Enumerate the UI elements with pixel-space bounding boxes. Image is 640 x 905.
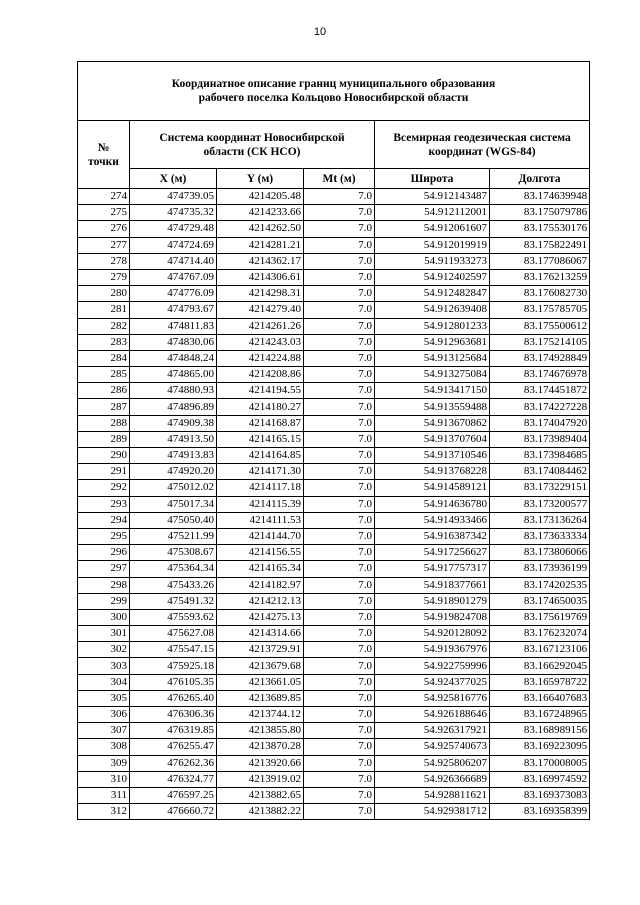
cell-mt: 7.0: [304, 577, 375, 593]
table-title-line1: Координатное описание границ муниципального образования: [171, 78, 496, 90]
table-row: [78, 334, 590, 350]
cell-longitude: 83.174676978: [490, 367, 590, 383]
cell-y: 4213870.28: [217, 739, 304, 755]
cell-mt: 7.0: [304, 269, 375, 285]
table-row: [78, 464, 590, 480]
table-row: [78, 723, 590, 739]
cell-longitude: 83.173984685: [490, 448, 590, 464]
cell-x: 475491.32: [130, 593, 217, 609]
cell-latitude: 54.917757317: [375, 561, 490, 577]
cell-point-number: 305: [78, 690, 130, 706]
cell-y: 4214314.66: [217, 626, 304, 642]
table-row: [78, 415, 590, 431]
cell-latitude: 54.924377025: [375, 674, 490, 690]
cell-latitude: 54.912639408: [375, 302, 490, 318]
cell-mt: 7.0: [304, 593, 375, 609]
cell-latitude: 54.926188646: [375, 707, 490, 723]
cell-x: 474793.67: [130, 302, 217, 318]
column-header-y: Y (м): [217, 169, 304, 189]
cell-point-number: 307: [78, 723, 130, 739]
cell-x: 475364.34: [130, 561, 217, 577]
cell-latitude: 54.917256627: [375, 545, 490, 561]
cell-x: 476105.35: [130, 674, 217, 690]
cell-longitude: 83.174451872: [490, 383, 590, 399]
cell-x: 475211.99: [130, 528, 217, 544]
cell-longitude: 83.174928849: [490, 350, 590, 366]
cell-x: 474848.24: [130, 350, 217, 366]
cell-latitude: 54.913559488: [375, 399, 490, 415]
cell-longitude: 83.173806066: [490, 545, 590, 561]
cell-latitude: 54.912402597: [375, 269, 490, 285]
table-row: [78, 318, 590, 334]
cell-longitude: 83.170008005: [490, 755, 590, 771]
cell-x: 474830.06: [130, 334, 217, 350]
cell-longitude: 83.175822491: [490, 237, 590, 253]
group-header-nso: [130, 121, 375, 169]
table-row: [78, 399, 590, 415]
cell-point-number: 285: [78, 367, 130, 383]
cell-x: 475433.26: [130, 577, 217, 593]
cell-mt: 7.0: [304, 383, 375, 399]
cell-longitude: 83.175214105: [490, 334, 590, 350]
table-row: [78, 496, 590, 512]
cell-point-number: 291: [78, 464, 130, 480]
cell-point-number: 299: [78, 593, 130, 609]
cell-latitude: 54.913125684: [375, 350, 490, 366]
cell-point-number: 278: [78, 253, 130, 269]
cell-x: 474913.83: [130, 448, 217, 464]
table-row: [78, 237, 590, 253]
cell-x: 474735.32: [130, 205, 217, 221]
table-row: [78, 739, 590, 755]
cell-latitude: 54.913417150: [375, 383, 490, 399]
table-row: [78, 253, 590, 269]
cell-longitude: 83.176232074: [490, 626, 590, 642]
cell-x: 474909.38: [130, 415, 217, 431]
cell-x: 476262.36: [130, 755, 217, 771]
cell-mt: 7.0: [304, 431, 375, 447]
cell-longitude: 83.168989156: [490, 723, 590, 739]
cell-mt: 7.0: [304, 642, 375, 658]
group-header-nso-line2: области (СК НСО): [203, 145, 301, 158]
cell-point-number: 301: [78, 626, 130, 642]
cell-latitude: 54.914636780: [375, 496, 490, 512]
cell-mt: 7.0: [304, 350, 375, 366]
page-number: 10: [313, 26, 327, 38]
cell-point-number: 309: [78, 755, 130, 771]
cell-latitude: 54.912061607: [375, 221, 490, 237]
cell-mt: 7.0: [304, 787, 375, 803]
cell-point-number: 304: [78, 674, 130, 690]
cell-x: 475308.67: [130, 545, 217, 561]
cell-longitude: 83.173989404: [490, 431, 590, 447]
cell-x: 476255.47: [130, 739, 217, 755]
cell-mt: 7.0: [304, 286, 375, 302]
cell-longitude: 83.175079786: [490, 205, 590, 221]
cell-point-number: 302: [78, 642, 130, 658]
cell-y: 4214171.30: [217, 464, 304, 480]
cell-longitude: 83.173136264: [490, 512, 590, 528]
cell-y: 4213661.05: [217, 674, 304, 690]
column-header-mt: Mt (м): [304, 169, 375, 189]
cell-x: 475547.15: [130, 642, 217, 658]
cell-longitude: 83.173229151: [490, 480, 590, 496]
cell-mt: 7.0: [304, 707, 375, 723]
cell-x: 475593.62: [130, 609, 217, 625]
cell-mt: 7.0: [304, 464, 375, 480]
cell-latitude: 54.912963681: [375, 334, 490, 350]
cell-mt: 7.0: [304, 626, 375, 642]
table-title-line2: рабочего поселка Кольцово Новосибирской области: [198, 92, 469, 104]
cell-y: 4213729.91: [217, 642, 304, 658]
table-row: [78, 787, 590, 803]
cell-latitude: 54.914589121: [375, 480, 490, 496]
cell-x: 475050.40: [130, 512, 217, 528]
table-row: [78, 448, 590, 464]
cell-y: 4214262.50: [217, 221, 304, 237]
cell-point-number: 280: [78, 286, 130, 302]
cell-mt: 7.0: [304, 480, 375, 496]
cell-y: 4213920.66: [217, 755, 304, 771]
cell-y: 4213882.22: [217, 804, 304, 820]
cell-latitude: 54.912019919: [375, 237, 490, 253]
cell-x: 474776.09: [130, 286, 217, 302]
cell-mt: 7.0: [304, 205, 375, 221]
cell-latitude: 54.916387342: [375, 528, 490, 544]
cell-longitude: 83.169223095: [490, 739, 590, 755]
cell-point-number: 300: [78, 609, 130, 625]
cell-latitude: 54.925806207: [375, 755, 490, 771]
cell-mt: 7.0: [304, 674, 375, 690]
cell-x: 476660.72: [130, 804, 217, 820]
cell-y: 4214362.17: [217, 253, 304, 269]
cell-latitude: 54.912143487: [375, 189, 490, 205]
cell-y: 4214208.86: [217, 367, 304, 383]
table-row: [78, 528, 590, 544]
cell-y: 4214194.55: [217, 383, 304, 399]
cell-y: 4214261.26: [217, 318, 304, 334]
cell-mt: 7.0: [304, 804, 375, 820]
group-header-nso-line1: Система координат Новосибирской: [159, 131, 345, 144]
cell-mt: 7.0: [304, 545, 375, 561]
cell-y: 4214298.31: [217, 286, 304, 302]
cell-mt: 7.0: [304, 512, 375, 528]
cell-y: 4214156.55: [217, 545, 304, 561]
table-row: [78, 626, 590, 642]
table-row: [78, 609, 590, 625]
cell-x: 474724.69: [130, 237, 217, 253]
cell-mt: 7.0: [304, 253, 375, 269]
cell-x: 474865.00: [130, 367, 217, 383]
cell-longitude: 83.173200577: [490, 496, 590, 512]
cell-point-number: 290: [78, 448, 130, 464]
cell-mt: 7.0: [304, 658, 375, 674]
cell-x: 475012.02: [130, 480, 217, 496]
cell-longitude: 83.174047920: [490, 415, 590, 431]
table-row: [78, 674, 590, 690]
cell-point-number: 298: [78, 577, 130, 593]
table-row: [78, 350, 590, 366]
cell-latitude: 54.922759996: [375, 658, 490, 674]
cell-longitude: 83.165978722: [490, 674, 590, 690]
column-header-longitude: Долгота: [490, 169, 590, 189]
cell-mt: 7.0: [304, 367, 375, 383]
cell-x: 475925.18: [130, 658, 217, 674]
table-row: [78, 593, 590, 609]
cell-y: 4214243.03: [217, 334, 304, 350]
cell-latitude: 54.913707604: [375, 431, 490, 447]
cell-mt: 7.0: [304, 496, 375, 512]
table-row: [78, 755, 590, 771]
cell-longitude: 83.174084462: [490, 464, 590, 480]
cell-longitude: 83.169373083: [490, 787, 590, 803]
table-row: [78, 690, 590, 706]
group-header-wgs84-line1: Всемирная геодезическая система: [393, 131, 571, 144]
cell-longitude: 83.173633334: [490, 528, 590, 544]
cell-point-number: 286: [78, 383, 130, 399]
cell-point-number: 295: [78, 528, 130, 544]
cell-y: 4213689.85: [217, 690, 304, 706]
point-number-header-line1: №: [97, 141, 110, 154]
group-header-wgs84-line2: координат (WGS-84): [428, 145, 536, 158]
cell-mt: 7.0: [304, 237, 375, 253]
cell-x: 475017.34: [130, 496, 217, 512]
cell-mt: 7.0: [304, 723, 375, 739]
point-number-header-line2: точки: [88, 155, 119, 168]
cell-x: 474714.40: [130, 253, 217, 269]
cell-latitude: 54.926317921: [375, 723, 490, 739]
table-row: [78, 577, 590, 593]
cell-longitude: 83.175619769: [490, 609, 590, 625]
cell-x: 474896.89: [130, 399, 217, 415]
cell-point-number: 274: [78, 189, 130, 205]
cell-mt: 7.0: [304, 189, 375, 205]
cell-y: 4213744.12: [217, 707, 304, 723]
table-row: [78, 658, 590, 674]
table-title: [78, 62, 590, 121]
cell-point-number: 312: [78, 804, 130, 820]
cell-point-number: 289: [78, 431, 130, 447]
cell-latitude: 54.925816776: [375, 690, 490, 706]
cell-x: 476306.36: [130, 707, 217, 723]
cell-latitude: 54.919367976: [375, 642, 490, 658]
cell-latitude: 54.925740673: [375, 739, 490, 755]
cell-mt: 7.0: [304, 690, 375, 706]
coordinates-table: [77, 61, 590, 820]
cell-point-number: 310: [78, 771, 130, 787]
table-row: [78, 302, 590, 318]
cell-longitude: 83.176213259: [490, 269, 590, 285]
cell-y: 4214212.13: [217, 593, 304, 609]
cell-y: 4214168.87: [217, 415, 304, 431]
table-row: [78, 367, 590, 383]
cell-point-number: 284: [78, 350, 130, 366]
cell-mt: 7.0: [304, 334, 375, 350]
cell-y: 4214111.53: [217, 512, 304, 528]
cell-y: 4214281.21: [217, 237, 304, 253]
table-row: [78, 221, 590, 237]
cell-longitude: 83.174202535: [490, 577, 590, 593]
cell-latitude: 54.919824708: [375, 609, 490, 625]
cell-point-number: 297: [78, 561, 130, 577]
cell-longitude: 83.167123106: [490, 642, 590, 658]
cell-latitude: 54.926366689: [375, 771, 490, 787]
cell-latitude: 54.928811621: [375, 787, 490, 803]
cell-mt: 7.0: [304, 609, 375, 625]
cell-point-number: 294: [78, 512, 130, 528]
cell-longitude: 83.177086067: [490, 253, 590, 269]
table-row: [78, 771, 590, 787]
table-row: [78, 561, 590, 577]
cell-mt: 7.0: [304, 399, 375, 415]
cell-longitude: 83.174650035: [490, 593, 590, 609]
table-row: [78, 286, 590, 302]
cell-y: 4214180.27: [217, 399, 304, 415]
cell-x: 474920.20: [130, 464, 217, 480]
cell-longitude: 83.166292045: [490, 658, 590, 674]
cell-longitude: 83.176082730: [490, 286, 590, 302]
table-row: [78, 189, 590, 205]
cell-point-number: 281: [78, 302, 130, 318]
cell-y: 4214117.18: [217, 480, 304, 496]
cell-y: 4214165.34: [217, 561, 304, 577]
cell-x: 474811.83: [130, 318, 217, 334]
cell-point-number: 279: [78, 269, 130, 285]
cell-y: 4214115.39: [217, 496, 304, 512]
table-row: [78, 545, 590, 561]
cell-longitude: 83.169974592: [490, 771, 590, 787]
table-row: [78, 480, 590, 496]
cell-latitude: 54.913275084: [375, 367, 490, 383]
cell-point-number: 276: [78, 221, 130, 237]
cell-x: 474913.50: [130, 431, 217, 447]
cell-latitude: 54.929381712: [375, 804, 490, 820]
cell-y: 4214164.85: [217, 448, 304, 464]
table-row: [78, 205, 590, 221]
table-row: [78, 707, 590, 723]
cell-point-number: 275: [78, 205, 130, 221]
cell-point-number: 306: [78, 707, 130, 723]
cell-latitude: 54.914933466: [375, 512, 490, 528]
cell-x: 474880.93: [130, 383, 217, 399]
cell-longitude: 83.167248965: [490, 707, 590, 723]
cell-longitude: 83.174639948: [490, 189, 590, 205]
cell-latitude: 54.913670862: [375, 415, 490, 431]
cell-point-number: 282: [78, 318, 130, 334]
cell-latitude: 54.920128092: [375, 626, 490, 642]
cell-point-number: 283: [78, 334, 130, 350]
cell-x: 476597.25: [130, 787, 217, 803]
cell-mt: 7.0: [304, 528, 375, 544]
cell-y: 4214275.13: [217, 609, 304, 625]
cell-mt: 7.0: [304, 755, 375, 771]
cell-longitude: 83.175530176: [490, 221, 590, 237]
cell-point-number: 288: [78, 415, 130, 431]
table-row: [78, 383, 590, 399]
cell-point-number: 293: [78, 496, 130, 512]
cell-longitude: 83.166407683: [490, 690, 590, 706]
table-row: [78, 804, 590, 820]
cell-x: 475627.08: [130, 626, 217, 642]
cell-point-number: 308: [78, 739, 130, 755]
cell-x: 474767.09: [130, 269, 217, 285]
column-header-point-number: [78, 121, 130, 189]
table-row: [78, 269, 590, 285]
cell-y: 4214205.48: [217, 189, 304, 205]
cell-y: 4214165.15: [217, 431, 304, 447]
cell-latitude: 54.912112001: [375, 205, 490, 221]
cell-point-number: 287: [78, 399, 130, 415]
cell-mt: 7.0: [304, 561, 375, 577]
cell-latitude: 54.912482847: [375, 286, 490, 302]
group-header-wgs84: [375, 121, 590, 169]
cell-mt: 7.0: [304, 221, 375, 237]
cell-point-number: 296: [78, 545, 130, 561]
cell-longitude: 83.173936199: [490, 561, 590, 577]
cell-latitude: 54.911933273: [375, 253, 490, 269]
cell-x: 474729.48: [130, 221, 217, 237]
cell-y: 4214144.70: [217, 528, 304, 544]
cell-point-number: 277: [78, 237, 130, 253]
cell-latitude: 54.918901279: [375, 593, 490, 609]
cell-longitude: 83.169358399: [490, 804, 590, 820]
cell-point-number: 292: [78, 480, 130, 496]
cell-y: 4214279.40: [217, 302, 304, 318]
table-body: [78, 189, 590, 820]
cell-y: 4213919.02: [217, 771, 304, 787]
cell-y: 4213855.80: [217, 723, 304, 739]
cell-point-number: 311: [78, 787, 130, 803]
cell-x: 474739.05: [130, 189, 217, 205]
cell-latitude: 54.918377661: [375, 577, 490, 593]
cell-mt: 7.0: [304, 302, 375, 318]
cell-mt: 7.0: [304, 318, 375, 334]
cell-longitude: 83.175500612: [490, 318, 590, 334]
cell-mt: 7.0: [304, 448, 375, 464]
cell-mt: 7.0: [304, 739, 375, 755]
cell-latitude: 54.913710546: [375, 448, 490, 464]
cell-point-number: 303: [78, 658, 130, 674]
cell-y: 4214224.88: [217, 350, 304, 366]
cell-mt: 7.0: [304, 771, 375, 787]
column-header-x: X (м): [130, 169, 217, 189]
cell-y: 4214182.97: [217, 577, 304, 593]
cell-latitude: 54.913768228: [375, 464, 490, 480]
cell-latitude: 54.912801233: [375, 318, 490, 334]
cell-longitude: 83.175785705: [490, 302, 590, 318]
cell-x: 476324.77: [130, 771, 217, 787]
cell-mt: 7.0: [304, 415, 375, 431]
cell-x: 476265.40: [130, 690, 217, 706]
table-row: [78, 512, 590, 528]
table-row: [78, 431, 590, 447]
cell-longitude: 83.174227228: [490, 399, 590, 415]
table-row: [78, 642, 590, 658]
cell-y: 4213882.65: [217, 787, 304, 803]
cell-y: 4214306.61: [217, 269, 304, 285]
cell-y: 4214233.66: [217, 205, 304, 221]
cell-x: 476319.85: [130, 723, 217, 739]
column-header-latitude: Широта: [375, 169, 490, 189]
cell-y: 4213679.68: [217, 658, 304, 674]
